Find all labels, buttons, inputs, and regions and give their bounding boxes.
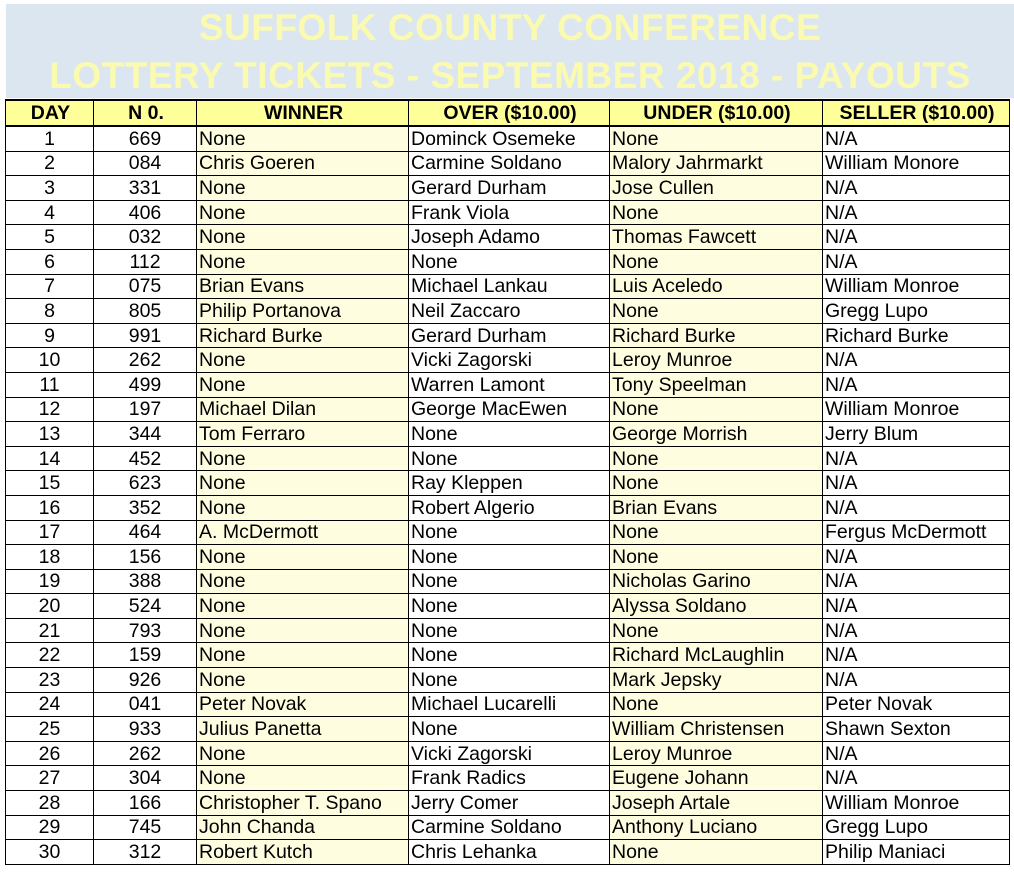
winner-cell: None [197, 176, 409, 201]
winner-cell: Michael Dilan [197, 397, 409, 422]
under-cell: Alyssa Soldano [610, 594, 823, 619]
under-cell: None [610, 520, 823, 545]
over-cell: None [409, 643, 610, 668]
day-cell: 18 [6, 545, 94, 570]
table-row [6, 520, 1010, 545]
over-cell: None [409, 422, 610, 447]
over-cell: None [409, 520, 610, 545]
seller-cell: N/A [823, 348, 1010, 373]
over-cell: Carmine Soldano [409, 151, 610, 176]
seller-cell: N/A [823, 471, 1010, 496]
seller-cell: Philip Maniaci [823, 840, 1010, 865]
seller-cell: Fergus McDermott [823, 520, 1010, 545]
table-row [6, 471, 1010, 496]
under-cell: Nicholas Garino [610, 569, 823, 594]
day-cell: 11 [6, 372, 94, 397]
day-cell: 14 [6, 446, 94, 471]
table-row [6, 348, 1010, 373]
seller-cell: Peter Novak [823, 692, 1010, 717]
under-cell: None [610, 299, 823, 324]
winner-cell: None [197, 372, 409, 397]
number-cell: 623 [94, 471, 197, 496]
header-number: N 0. [94, 100, 197, 126]
number-cell: 388 [94, 569, 197, 594]
seller-cell: Jerry Blum [823, 422, 1010, 447]
winner-cell: None [197, 545, 409, 570]
over-cell: None [409, 446, 610, 471]
number-cell: 156 [94, 545, 197, 570]
under-cell: Brian Evans [610, 495, 823, 520]
seller-cell: N/A [823, 225, 1010, 250]
under-cell: Leroy Munroe [610, 741, 823, 766]
under-cell: Eugene Johann [610, 766, 823, 791]
number-cell: 352 [94, 495, 197, 520]
number-cell: 933 [94, 717, 197, 742]
day-cell: 30 [6, 840, 94, 865]
day-cell: 2 [6, 151, 94, 176]
over-cell: Michael Lucarelli [409, 692, 610, 717]
seller-cell: Shawn Sexton [823, 717, 1010, 742]
winner-cell: None [197, 348, 409, 373]
day-cell: 20 [6, 594, 94, 619]
header-under: UNDER ($10.00) [610, 100, 823, 126]
over-cell: None [409, 594, 610, 619]
payouts-table [5, 99, 1010, 865]
table-body [6, 126, 1010, 864]
number-cell: 745 [94, 815, 197, 840]
over-cell: Gerard Durham [409, 176, 610, 201]
over-cell: Neil Zaccaro [409, 299, 610, 324]
winner-cell: Philip Portanova [197, 299, 409, 324]
day-cell: 10 [6, 348, 94, 373]
winner-cell: None [197, 126, 409, 151]
under-cell: Malory Jahrmarkt [610, 151, 823, 176]
number-cell: 304 [94, 766, 197, 791]
over-cell: Warren Lamont [409, 372, 610, 397]
seller-cell: Gregg Lupo [823, 815, 1010, 840]
number-cell: 464 [94, 520, 197, 545]
under-cell: Leroy Munroe [610, 348, 823, 373]
day-cell: 9 [6, 323, 94, 348]
table-row [6, 323, 1010, 348]
day-cell: 19 [6, 569, 94, 594]
table-row [6, 594, 1010, 619]
over-cell: Carmine Soldano [409, 815, 610, 840]
day-cell: 5 [6, 225, 94, 250]
table-row [6, 372, 1010, 397]
winner-cell: Brian Evans [197, 274, 409, 299]
winner-cell: Chris Goeren [197, 151, 409, 176]
number-cell: 075 [94, 274, 197, 299]
over-cell: Robert Algerio [409, 495, 610, 520]
winner-cell: Tom Ferraro [197, 422, 409, 447]
over-cell: None [409, 249, 610, 274]
over-cell: Jerry Comer [409, 791, 610, 816]
under-cell: Anthony Luciano [610, 815, 823, 840]
table-row [6, 200, 1010, 225]
seller-cell: William Monroe [823, 274, 1010, 299]
seller-cell: N/A [823, 495, 1010, 520]
number-cell: 262 [94, 741, 197, 766]
winner-cell: None [197, 569, 409, 594]
seller-cell: Gregg Lupo [823, 299, 1010, 324]
number-cell: 159 [94, 643, 197, 668]
winner-cell: None [197, 643, 409, 668]
over-cell: Gerard Durham [409, 323, 610, 348]
under-cell: Richard Burke [610, 323, 823, 348]
header-winner: WINNER [197, 100, 409, 126]
number-cell: 524 [94, 594, 197, 619]
day-cell: 12 [6, 397, 94, 422]
under-cell: William Christensen [610, 717, 823, 742]
over-cell: Vicki Zagorski [409, 741, 610, 766]
under-cell: Richard McLaughlin [610, 643, 823, 668]
number-cell: 499 [94, 372, 197, 397]
day-cell: 25 [6, 717, 94, 742]
under-cell: None [610, 692, 823, 717]
table-row [6, 692, 1010, 717]
over-cell: Michael Lankau [409, 274, 610, 299]
table-row [6, 495, 1010, 520]
title-line-2: LOTTERY TICKETS - SEPTEMBER 2018 - PAYOUTS [49, 55, 971, 96]
winner-cell: Peter Novak [197, 692, 409, 717]
header-row [6, 100, 1010, 126]
under-cell: None [610, 471, 823, 496]
winner-cell: None [197, 446, 409, 471]
day-cell: 24 [6, 692, 94, 717]
table-row [6, 840, 1010, 865]
table-row [6, 643, 1010, 668]
day-cell: 15 [6, 471, 94, 496]
seller-cell: N/A [823, 741, 1010, 766]
over-cell: Chris Lehanka [409, 840, 610, 865]
number-cell: 262 [94, 348, 197, 373]
seller-cell: N/A [823, 176, 1010, 201]
title-line-1: SUFFOLK COUNTY CONFERENCE [198, 7, 822, 48]
over-cell: Ray Kleppen [409, 471, 610, 496]
winner-cell: None [197, 741, 409, 766]
winner-cell: Julius Panetta [197, 717, 409, 742]
winner-cell: Robert Kutch [197, 840, 409, 865]
table-row [6, 225, 1010, 250]
day-cell: 17 [6, 520, 94, 545]
winner-cell: None [197, 766, 409, 791]
day-cell: 27 [6, 766, 94, 791]
seller-cell: N/A [823, 618, 1010, 643]
header-seller: SELLER ($10.00) [823, 100, 1010, 126]
under-cell: None [610, 545, 823, 570]
over-cell: None [409, 545, 610, 570]
under-cell: None [610, 200, 823, 225]
over-cell: Frank Viola [409, 200, 610, 225]
seller-cell: N/A [823, 126, 1010, 151]
table-row [6, 545, 1010, 570]
header-over: OVER ($10.00) [409, 100, 610, 126]
winner-cell: None [197, 495, 409, 520]
under-cell: George Morrish [610, 422, 823, 447]
day-cell: 6 [6, 249, 94, 274]
seller-cell: William Monore [823, 151, 1010, 176]
number-cell: 452 [94, 446, 197, 471]
day-cell: 23 [6, 668, 94, 693]
winner-cell: John Chanda [197, 815, 409, 840]
number-cell: 331 [94, 176, 197, 201]
day-cell: 3 [6, 176, 94, 201]
table-row [6, 249, 1010, 274]
number-cell: 166 [94, 791, 197, 816]
day-cell: 1 [6, 126, 94, 151]
day-cell: 26 [6, 741, 94, 766]
table-row [6, 299, 1010, 324]
winner-cell: None [197, 618, 409, 643]
seller-cell: N/A [823, 249, 1010, 274]
table-row [6, 151, 1010, 176]
under-cell: None [610, 397, 823, 422]
winner-cell: None [197, 594, 409, 619]
title-banner [6, 4, 1014, 98]
seller-cell: William Monroe [823, 791, 1010, 816]
under-cell: Jose Cullen [610, 176, 823, 201]
winner-cell: None [197, 225, 409, 250]
table-row [6, 126, 1010, 151]
under-cell: None [610, 249, 823, 274]
seller-cell: N/A [823, 766, 1010, 791]
over-cell: Dominck Osemeke [409, 126, 610, 151]
seller-cell: N/A [823, 569, 1010, 594]
table-row [6, 791, 1010, 816]
number-cell: 344 [94, 422, 197, 447]
number-cell: 406 [94, 200, 197, 225]
under-cell: None [610, 840, 823, 865]
number-cell: 669 [94, 126, 197, 151]
seller-cell: William Monroe [823, 397, 1010, 422]
number-cell: 926 [94, 668, 197, 693]
over-cell: None [409, 618, 610, 643]
seller-cell: Richard Burke [823, 323, 1010, 348]
number-cell: 312 [94, 840, 197, 865]
day-cell: 4 [6, 200, 94, 225]
table-row [6, 422, 1010, 447]
number-cell: 032 [94, 225, 197, 250]
winner-cell: None [197, 249, 409, 274]
under-cell: Tony Speelman [610, 372, 823, 397]
under-cell: None [610, 446, 823, 471]
winner-cell: Richard Burke [197, 323, 409, 348]
over-cell: None [409, 569, 610, 594]
seller-cell: N/A [823, 372, 1010, 397]
number-cell: 197 [94, 397, 197, 422]
seller-cell: N/A [823, 643, 1010, 668]
winner-cell: Christopher T. Spano [197, 791, 409, 816]
over-cell: Frank Radics [409, 766, 610, 791]
over-cell: Vicki Zagorski [409, 348, 610, 373]
winner-cell: A. McDermott [197, 520, 409, 545]
table-row [6, 815, 1010, 840]
over-cell: None [409, 717, 610, 742]
under-cell: None [610, 126, 823, 151]
table-row [6, 668, 1010, 693]
number-cell: 084 [94, 151, 197, 176]
number-cell: 805 [94, 299, 197, 324]
table-row [6, 717, 1010, 742]
winner-cell: None [197, 668, 409, 693]
table-row [6, 766, 1010, 791]
day-cell: 22 [6, 643, 94, 668]
table-row [6, 741, 1010, 766]
table-row [6, 397, 1010, 422]
day-cell: 28 [6, 791, 94, 816]
number-cell: 991 [94, 323, 197, 348]
seller-cell: N/A [823, 446, 1010, 471]
seller-cell: N/A [823, 545, 1010, 570]
seller-cell: N/A [823, 668, 1010, 693]
over-cell: Joseph Adamo [409, 225, 610, 250]
seller-cell: N/A [823, 200, 1010, 225]
winner-cell: None [197, 471, 409, 496]
seller-cell: N/A [823, 594, 1010, 619]
table-row [6, 446, 1010, 471]
under-cell: Joseph Artale [610, 791, 823, 816]
over-cell: George MacEwen [409, 397, 610, 422]
day-cell: 8 [6, 299, 94, 324]
day-cell: 16 [6, 495, 94, 520]
header-day: DAY [6, 100, 94, 126]
under-cell: Mark Jepsky [610, 668, 823, 693]
number-cell: 793 [94, 618, 197, 643]
day-cell: 13 [6, 422, 94, 447]
table-row [6, 176, 1010, 201]
day-cell: 29 [6, 815, 94, 840]
under-cell: Thomas Fawcett [610, 225, 823, 250]
number-cell: 112 [94, 249, 197, 274]
over-cell: None [409, 668, 610, 693]
winner-cell: None [197, 200, 409, 225]
under-cell: Luis Aceledo [610, 274, 823, 299]
under-cell: None [610, 618, 823, 643]
table-row [6, 569, 1010, 594]
day-cell: 21 [6, 618, 94, 643]
day-cell: 7 [6, 274, 94, 299]
number-cell: 041 [94, 692, 197, 717]
table-row [6, 618, 1010, 643]
table-row [6, 274, 1010, 299]
